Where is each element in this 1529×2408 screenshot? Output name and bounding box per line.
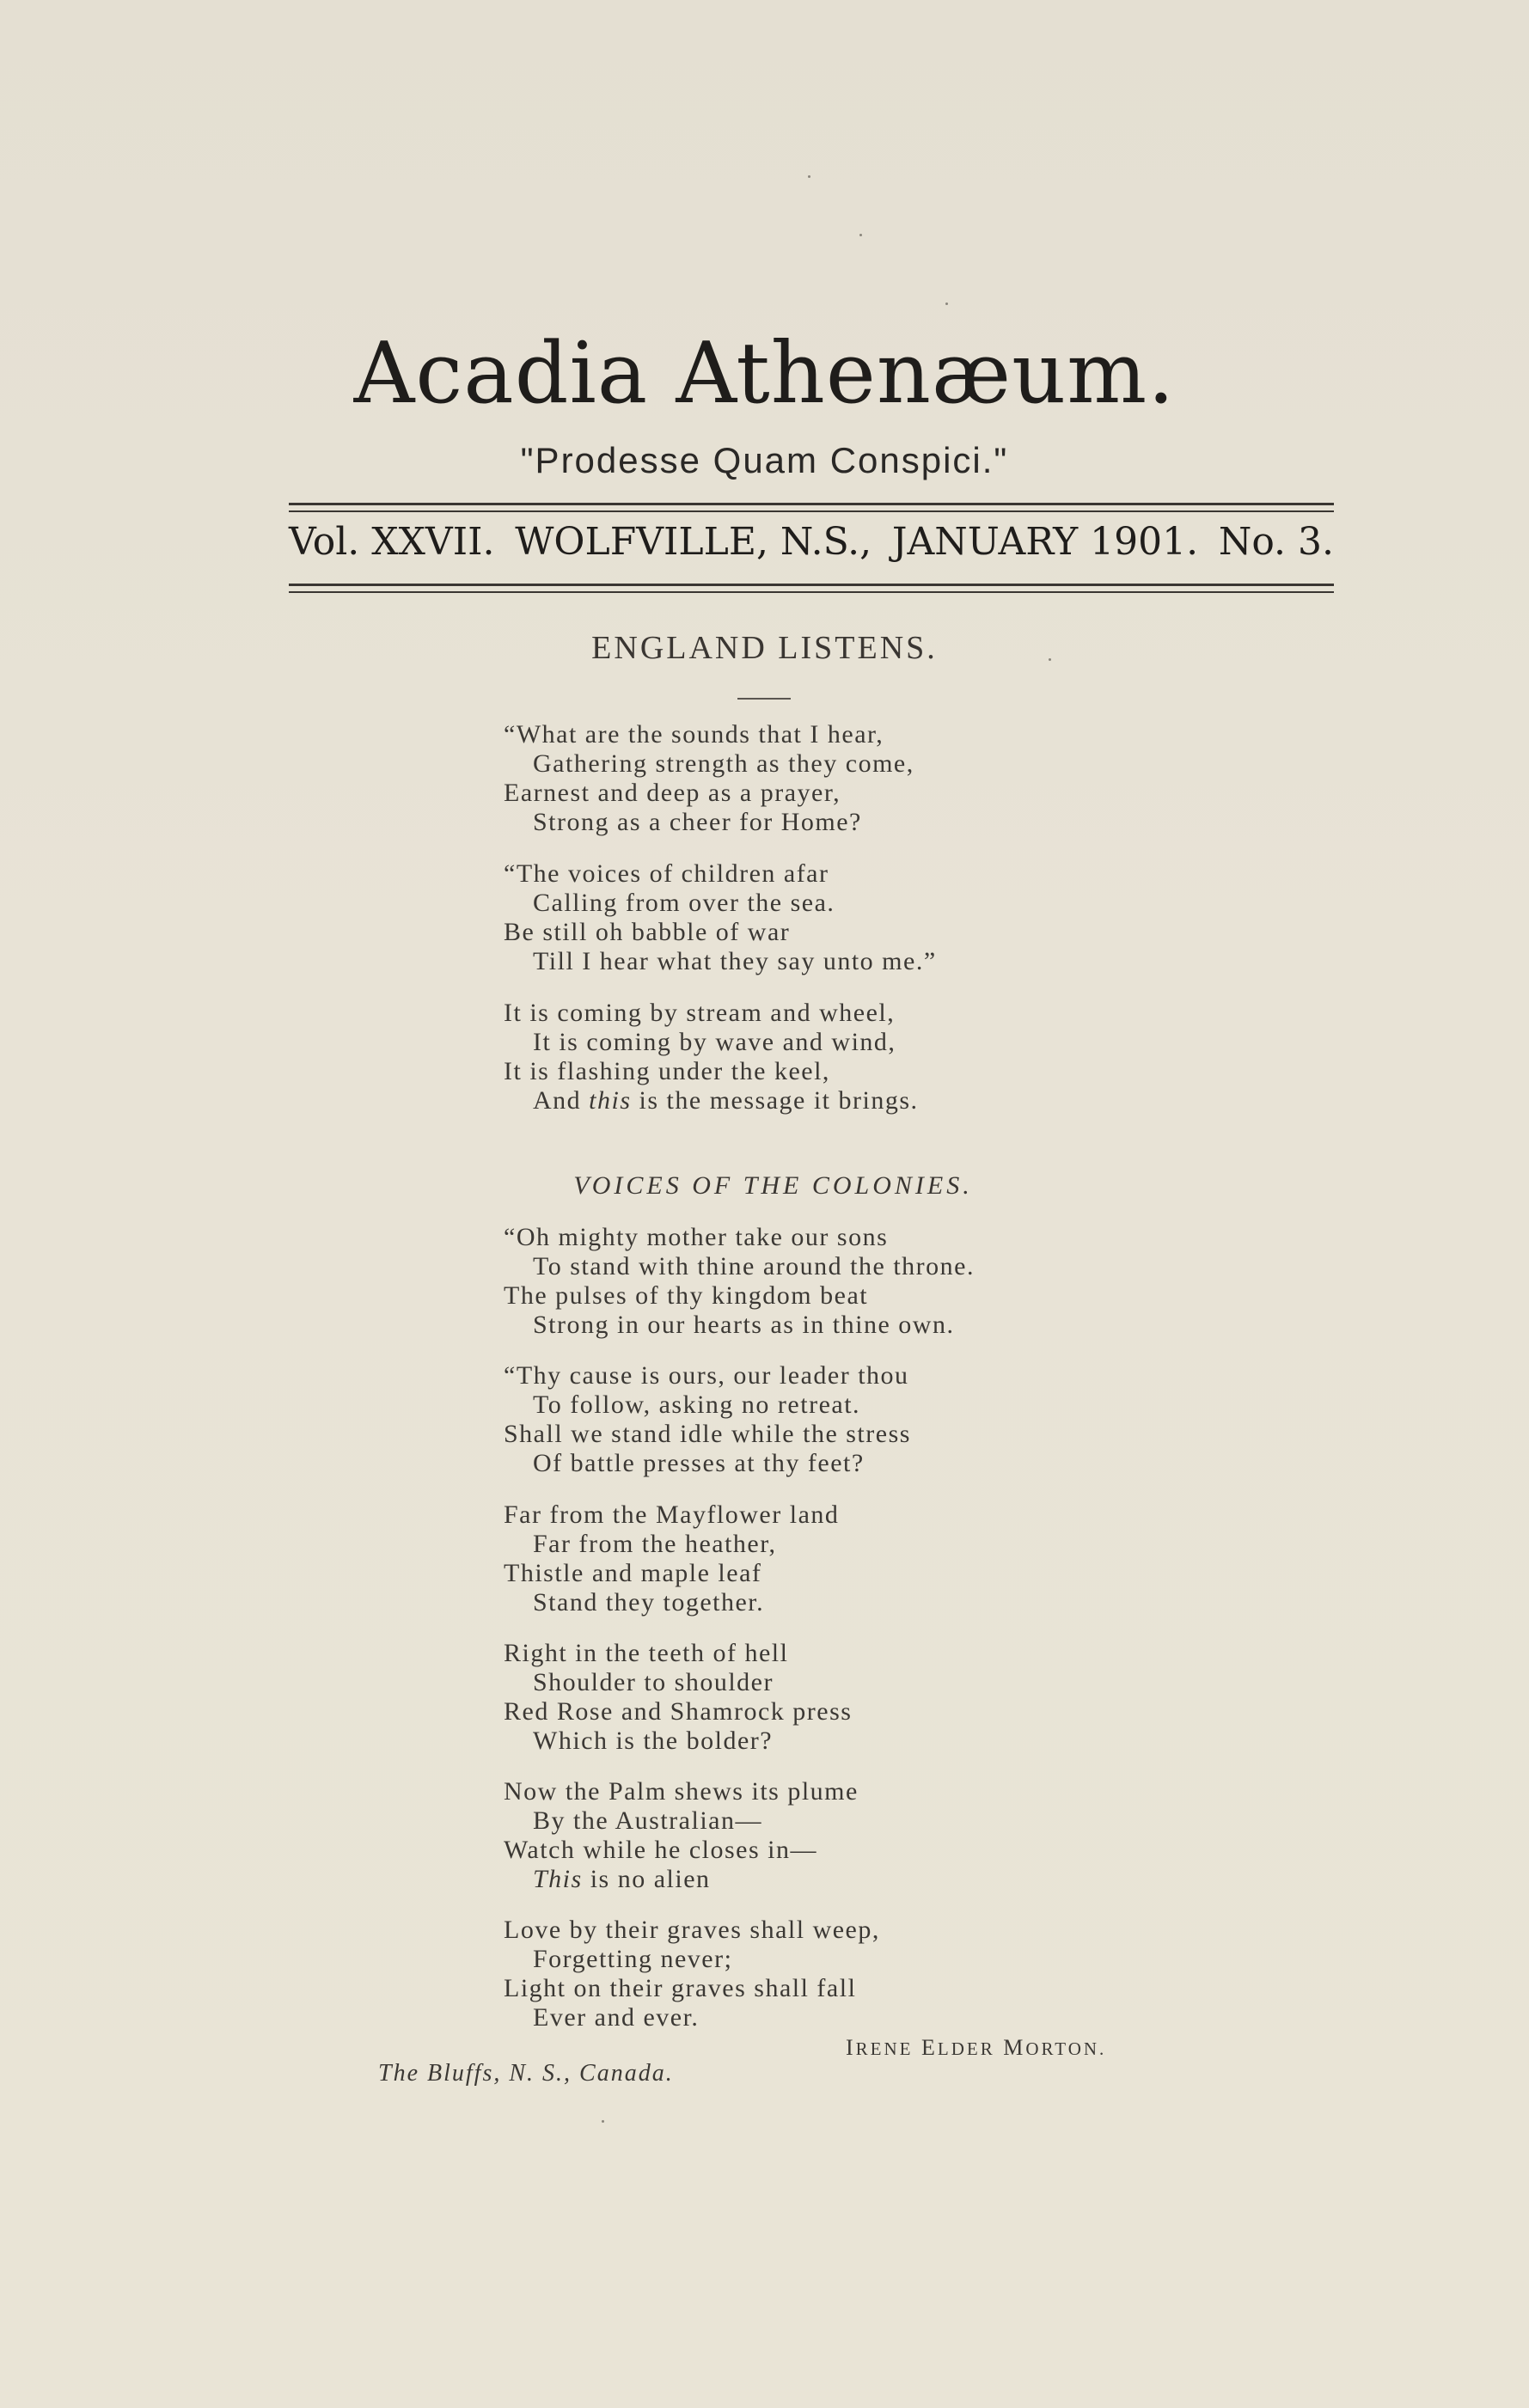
divider-rule	[289, 510, 1334, 512]
masthead-motto: "Prodesse Quam Conspici."	[520, 440, 1009, 480]
poem-line: “What are the sounds that I hear,	[504, 720, 884, 749]
divider-rule	[289, 591, 1334, 593]
poem-line: Strong in our hearts as in thine own.	[533, 1311, 955, 1339]
poem-line: Thistle and maple leaf	[504, 1559, 762, 1587]
poem-line: “Thy cause is ours, our leader thou	[504, 1361, 909, 1390]
poem-place: The Bluffs, N. S., Canada.	[378, 2060, 674, 2087]
poem-line: “Oh mighty mother take our sons	[504, 1223, 889, 1251]
issue-place: WOLFVILLE, N.S.,	[515, 520, 872, 564]
masthead-title: Acadia Athenæum.	[353, 325, 1176, 423]
poem-line: Stand they together.	[533, 1588, 765, 1617]
poem-line: Calling from over the sea.	[533, 889, 835, 917]
poem-title: ENGLAND LISTENS.	[591, 630, 938, 666]
poem-line: Strong as a cheer for Home?	[533, 808, 862, 836]
stanza	[504, 1916, 880, 2032]
stanza	[504, 1777, 859, 1894]
poem-line: To stand with thine around the throne.	[533, 1252, 975, 1280]
stanza	[504, 1500, 839, 1617]
poem-line: Shall we stand idle while the stress	[504, 1420, 911, 1448]
print-speck	[808, 175, 810, 178]
poem-line: Red Rose and Shamrock press	[504, 1697, 853, 1726]
poem-line: Shoulder to shoulder	[533, 1668, 774, 1696]
stanza	[504, 720, 914, 837]
poem-line: Right in the teeth of hell	[504, 1639, 789, 1667]
poem-line: Forgetting never;	[533, 1945, 733, 1973]
poem-line: Be still oh babble of war	[504, 918, 791, 946]
stanza	[504, 1639, 852, 1756]
section-title: VOICES OF THE COLONIES.	[573, 1171, 973, 1200]
stanza	[504, 1361, 911, 1478]
print-speck	[859, 234, 862, 236]
issue-line	[289, 520, 1334, 564]
issue-number: No. 3.	[1218, 520, 1334, 564]
poem-author: IRENE ELDER MORTON.	[846, 2035, 1107, 2060]
print-speck	[1049, 658, 1051, 661]
poem-line: To follow, asking no retreat.	[533, 1390, 861, 1419]
poem-line: Ever and ever.	[533, 2003, 700, 2032]
poem-line: This is no alien	[533, 1865, 711, 1893]
poem-line: Till I hear what they say unto me.”	[533, 947, 937, 975]
poem-line: Now the Palm shews its plume	[504, 1777, 859, 1806]
issue-volume: Vol. XXVII.	[289, 520, 495, 564]
poem-line: Love by their graves shall weep,	[504, 1916, 880, 1944]
poem-line: By the Australian—	[533, 1806, 762, 1835]
print-speck	[945, 303, 948, 305]
poem-line: It is flashing under the keel,	[504, 1057, 830, 1085]
divider-rule	[289, 584, 1334, 586]
poem-line: It is coming by wave and wind,	[533, 1028, 896, 1056]
poem-line: Far from the heather,	[533, 1530, 777, 1558]
stanza	[504, 859, 937, 976]
stanza	[504, 1223, 975, 1340]
print-speck	[602, 2120, 604, 2123]
stanza	[504, 999, 919, 1115]
poem-line: “The voices of children afar	[504, 859, 829, 888]
issue-date: JANUARY 1901.	[891, 520, 1199, 564]
poem-line: Of battle presses at thy feet?	[533, 1449, 865, 1477]
poem-line: Gathering strength as they come,	[533, 749, 914, 778]
poem-line: Watch while he closes in—	[504, 1836, 817, 1864]
poem-line: The pulses of thy kingdom beat	[504, 1281, 869, 1310]
poem-line: And this is the message it brings.	[533, 1086, 919, 1115]
poem-line: Far from the Mayflower land	[504, 1500, 840, 1529]
title-rule	[737, 698, 791, 700]
poem-line: Which is the bolder?	[533, 1727, 774, 1755]
poem-line: It is coming by stream and wheel,	[504, 999, 896, 1027]
divider-rule	[289, 503, 1334, 505]
poem-line: Light on their graves shall fall	[504, 1974, 857, 2002]
poem-line: Earnest and deep as a prayer,	[504, 779, 841, 807]
